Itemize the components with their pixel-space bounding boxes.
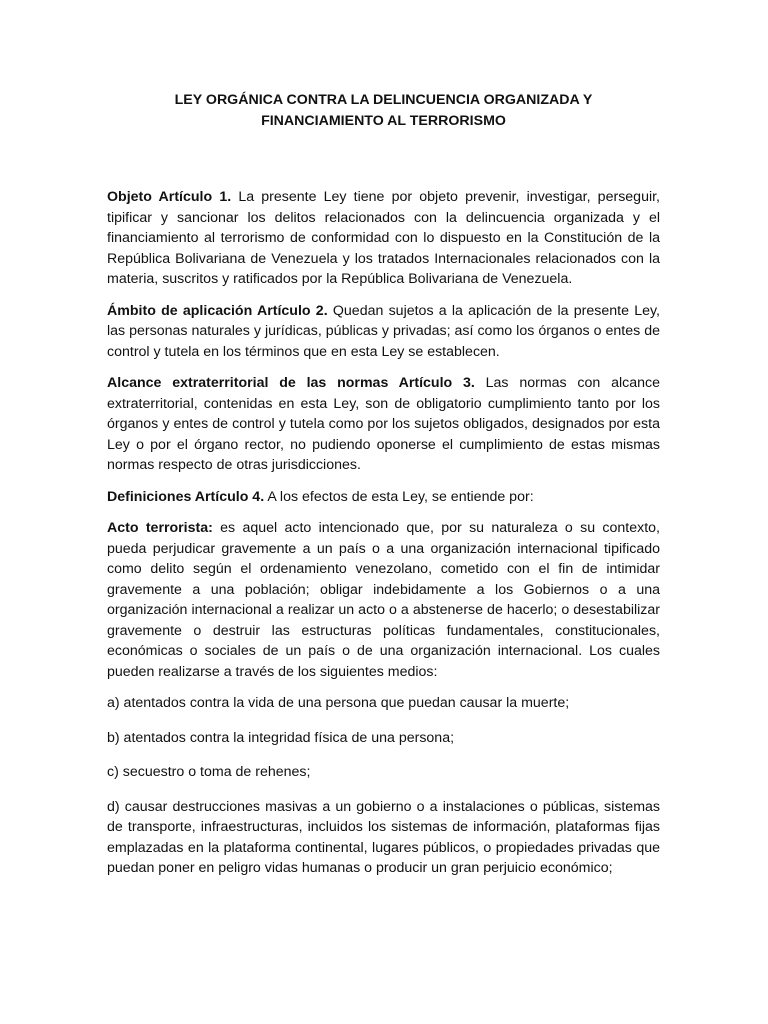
list-item-c: c) secuestro o toma de rehenes; — [107, 764, 311, 780]
article-4-paragraph — [107, 487, 660, 508]
article-2-paragraph — [107, 301, 660, 363]
title-line-1: LEY ORGÁNICA CONTRA LA DELINCUENCIA ORGANIZADA Y — [174, 92, 593, 108]
list-item-b: b) atentados contra la integridad física de una persona; — [107, 729, 455, 746]
article-2-heading: Ámbito de aplicación Artículo 2. — [107, 302, 328, 319]
article-1-heading: Objeto Artículo 1. — [107, 189, 232, 205]
article-3-text: Las normas con alcance extraterritorial, contenidas en esta Ley, son de obligatorio cumplimiento tanto por los órganos y entes de control y tutela como por los sujetos obligados, designados por esta Ley o por el órgano rector, no pudiendo oponerse el cumplimiento de estas mismas normas respecto de otras jurisdicciones. — [107, 375, 660, 473]
article-3-paragraph — [107, 373, 660, 476]
definition-text: es aquel acto intencionado que, por su naturaleza o su contexto, pueda perjudicar gravemente a un país o a una organización internacional tipificado como delito según el ordenamiento venezolano, cometido con el fin de intimidar gravemente a una población; obligar indebidamente a los Gobiernos o a una organización internacional a realizar un acto o a abstenerse de hacerlo; o desestabilizar gravemente o destruir las estructuras políticas fundamentales, constitucionales, económicas o sociales de un país o de una organización internacional. Los cuales pueden realizarse a través de los siguientes medios: — [107, 520, 660, 680]
article-3-heading: Alcance extraterritorial de las normas Artículo 3. — [107, 375, 475, 391]
list-item-d: d) causar destrucciones masivas a un gobierno o a instalaciones o públicas, sistemas de transporte, infraestructuras, incluidos los sistemas de información, plataformas fijas emplazadas en la plataforma continental, lugares públicos, o propiedades privadas que puedan poner en peligro vidas humanas o producir un gran perjuicio económico; — [107, 798, 660, 876]
article-2-text: Quedan sujetos a la aplicación de la presente Ley, las personas naturales y jurídicas, públicas y privadas; así como los órganos o entes de control y tutela en los términos que en esta Ley se establecen. — [107, 302, 660, 360]
article-4-heading: Definiciones Artículo 4. — [107, 488, 265, 505]
definition-acto-terrorista — [107, 518, 660, 682]
title-line-2: FINANCIAMIENTO AL TERRORISMO — [261, 112, 506, 129]
document-title — [107, 90, 660, 131]
definition-term: Acto terrorista: — [107, 520, 213, 536]
article-1-text: La presente Ley tiene por objeto prevenir, investigar, perseguir, tipificar y sancionar los delitos relacionados con la delincuencia organizada y el financiamiento al terrorismo de conformidad con lo dispuesto en la Constitución de la República Bolivariana de Venezuela y los tratados Internacionales relacionados con la materia, suscritos y ratificados por la República Bolivariana de Venezuela. — [107, 189, 660, 287]
article-1-paragraph — [107, 187, 660, 290]
list-item-a: a) atentados contra la vida de una persona que puedan causar la muerte; — [107, 695, 570, 711]
article-4-text: A los efectos de esta Ley, se entiende por: — [264, 488, 534, 505]
document-page — [107, 0, 660, 879]
